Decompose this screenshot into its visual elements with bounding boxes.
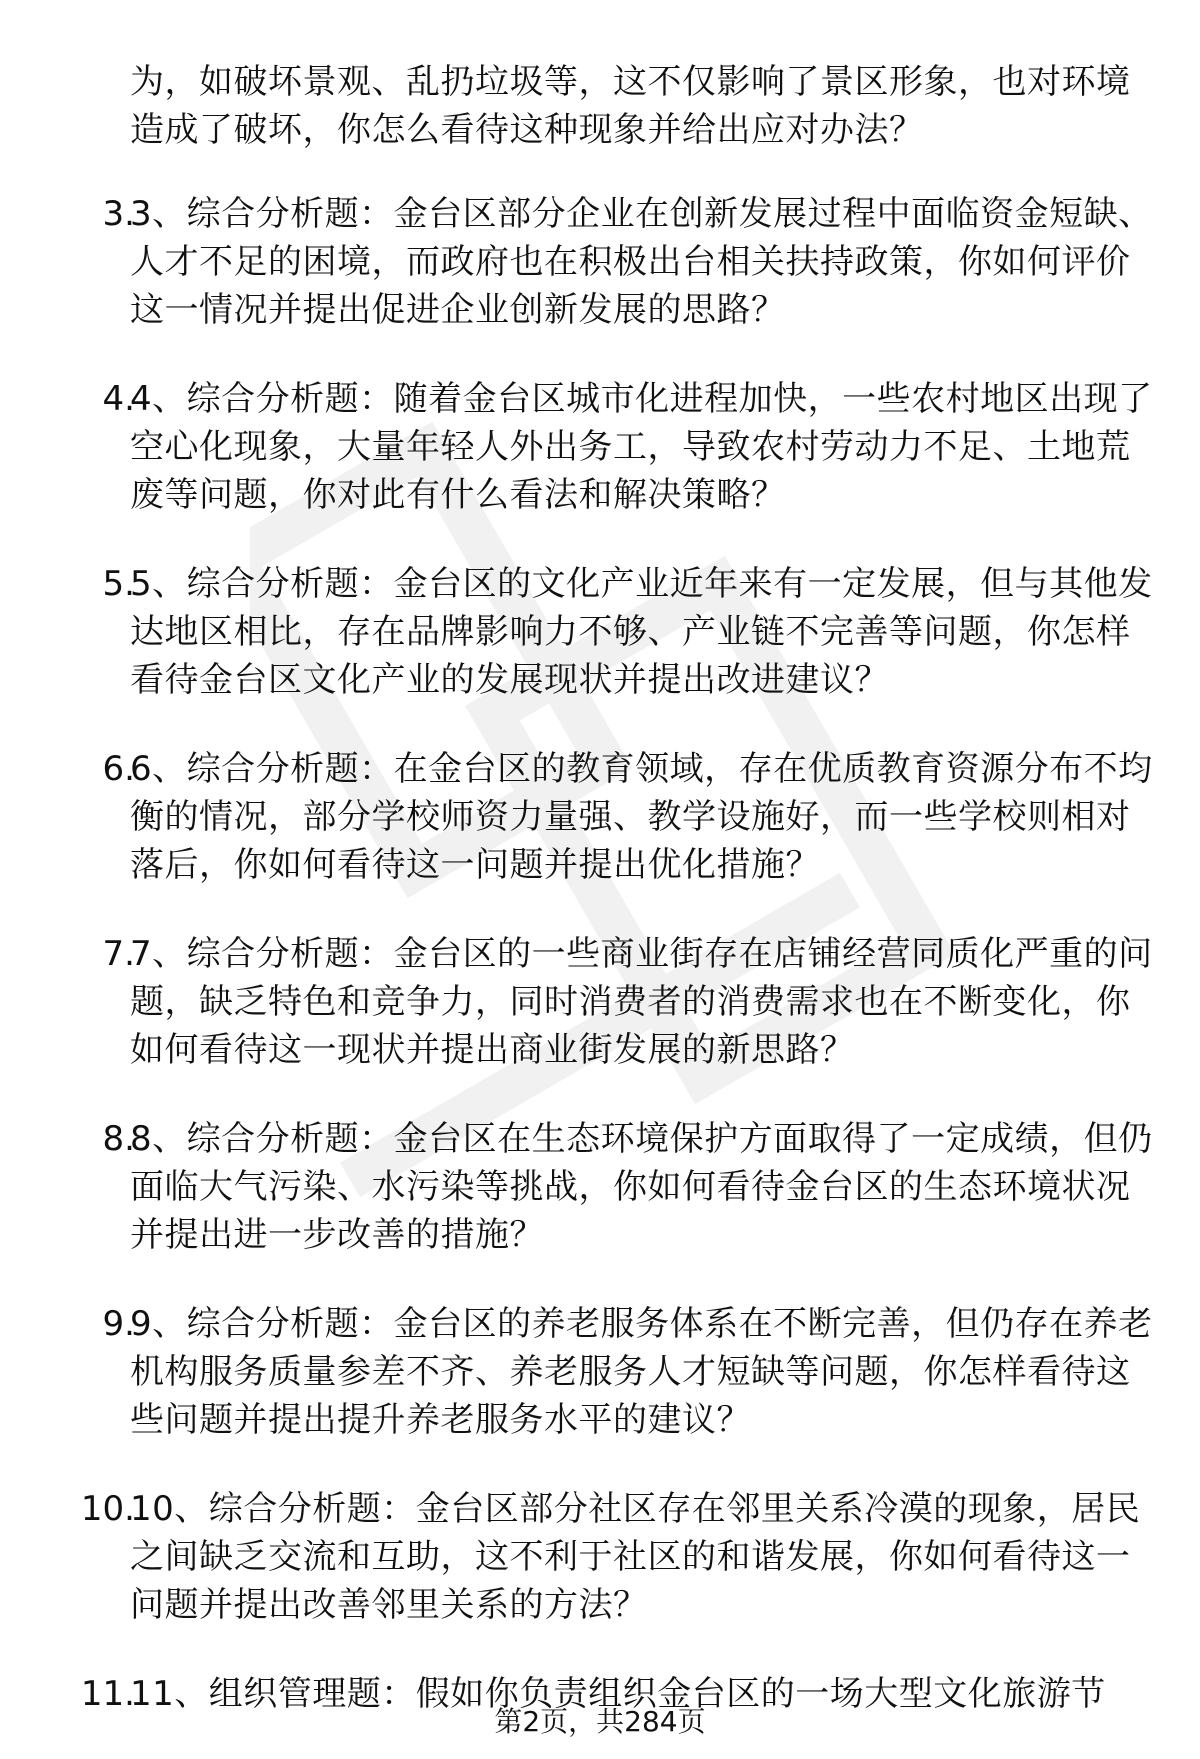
question-text: 8、综合分析题：金台区在生态环境保护方面取得了一定成绩，但仍面临大气污染、水污染等挑战，你如何看待金台区的生态环境状况并提出进一步改善的措施？ [130,1119,1153,1255]
question-text: 7、综合分析题：金台区的一些商业街存在店铺经营同质化严重的问题，缺乏特色和竞争力，同时消费者的消费需求也在不断变化，你如何看待这一现状并提出商业街发展的新思路？ [130,934,1153,1070]
continuation-paragraph: 为，如破坏景观、乱扔垃圾等，这不仅影响了景区形象，也对环境造成了破坏，你怎么看待这种现象并给出应对办法？ [130,62,1131,150]
list-item [0,930,1200,1074]
question-text: 4、综合分析题：随着金台区城市化进程加快，一些农村地区出现了空心化现象，大量年轻人外出务工，导致农村劳动力不足、土地荒废等问题，你对此有什么看法和解决策略？ [130,379,1153,515]
list-item [0,375,1200,519]
question-text: 9、综合分析题：金台区的养老服务体系在不断完善，但仍存在养老机构服务质量参差不齐、养老服务人才短缺等问题，你怎样看待这些问题并提出提升养老服务水平的建议？ [130,1304,1153,1440]
list-item [0,1485,1200,1629]
list-item [0,1115,1200,1259]
list-number: 8. [102,1119,135,1159]
list-item [0,560,1200,704]
question-text: 6、综合分析题：在金台区的教育领域，存在优质教育资源分布不均衡的情况，部分学校师资力量强、教学设施好，而一些学校则相对落后，你如何看待这一问题并提出优化措施？ [130,749,1153,885]
list-number: 6. [102,749,135,789]
question-text: 11、组织管理题：假如你负责组织金台区的一场大型文化旅游节 [130,1674,1106,1714]
list-number: 10. [80,1489,135,1529]
page-footer: 第2页，共284页 [494,1705,706,1738]
question-list [0,190,1200,1759]
list-number: 11. [80,1674,135,1714]
question-text: 3、综合分析题：金台区部分企业在创新发展过程中面临资金短缺、人才不足的困境，而政府也在积极出台相关扶持政策，你如何评价这一情况并提出促进企业创新发展的思路？ [130,194,1153,330]
list-number: 3. [102,194,135,234]
list-item [0,1300,1200,1444]
list-item [0,190,1200,334]
list-number: 5. [102,564,135,604]
list-number: 7. [102,934,135,974]
list-item [0,745,1200,889]
list-number: 4. [102,379,135,419]
list-number: 9. [102,1304,135,1344]
question-text: 5、综合分析题：金台区的文化产业近年来有一定发展，但与其他发达地区相比，存在品牌影响力不够、产业链不完善等问题，你怎样看待金台区文化产业的发展现状并提出改进建议？ [130,564,1153,700]
question-text: 10、综合分析题：金台区部分社区存在邻里关系冷漠的现象，居民之间缺乏交流和互助，这不利于社区的和谐发展，你如何看待这一问题并提出改善邻里关系的方法？ [130,1489,1141,1625]
